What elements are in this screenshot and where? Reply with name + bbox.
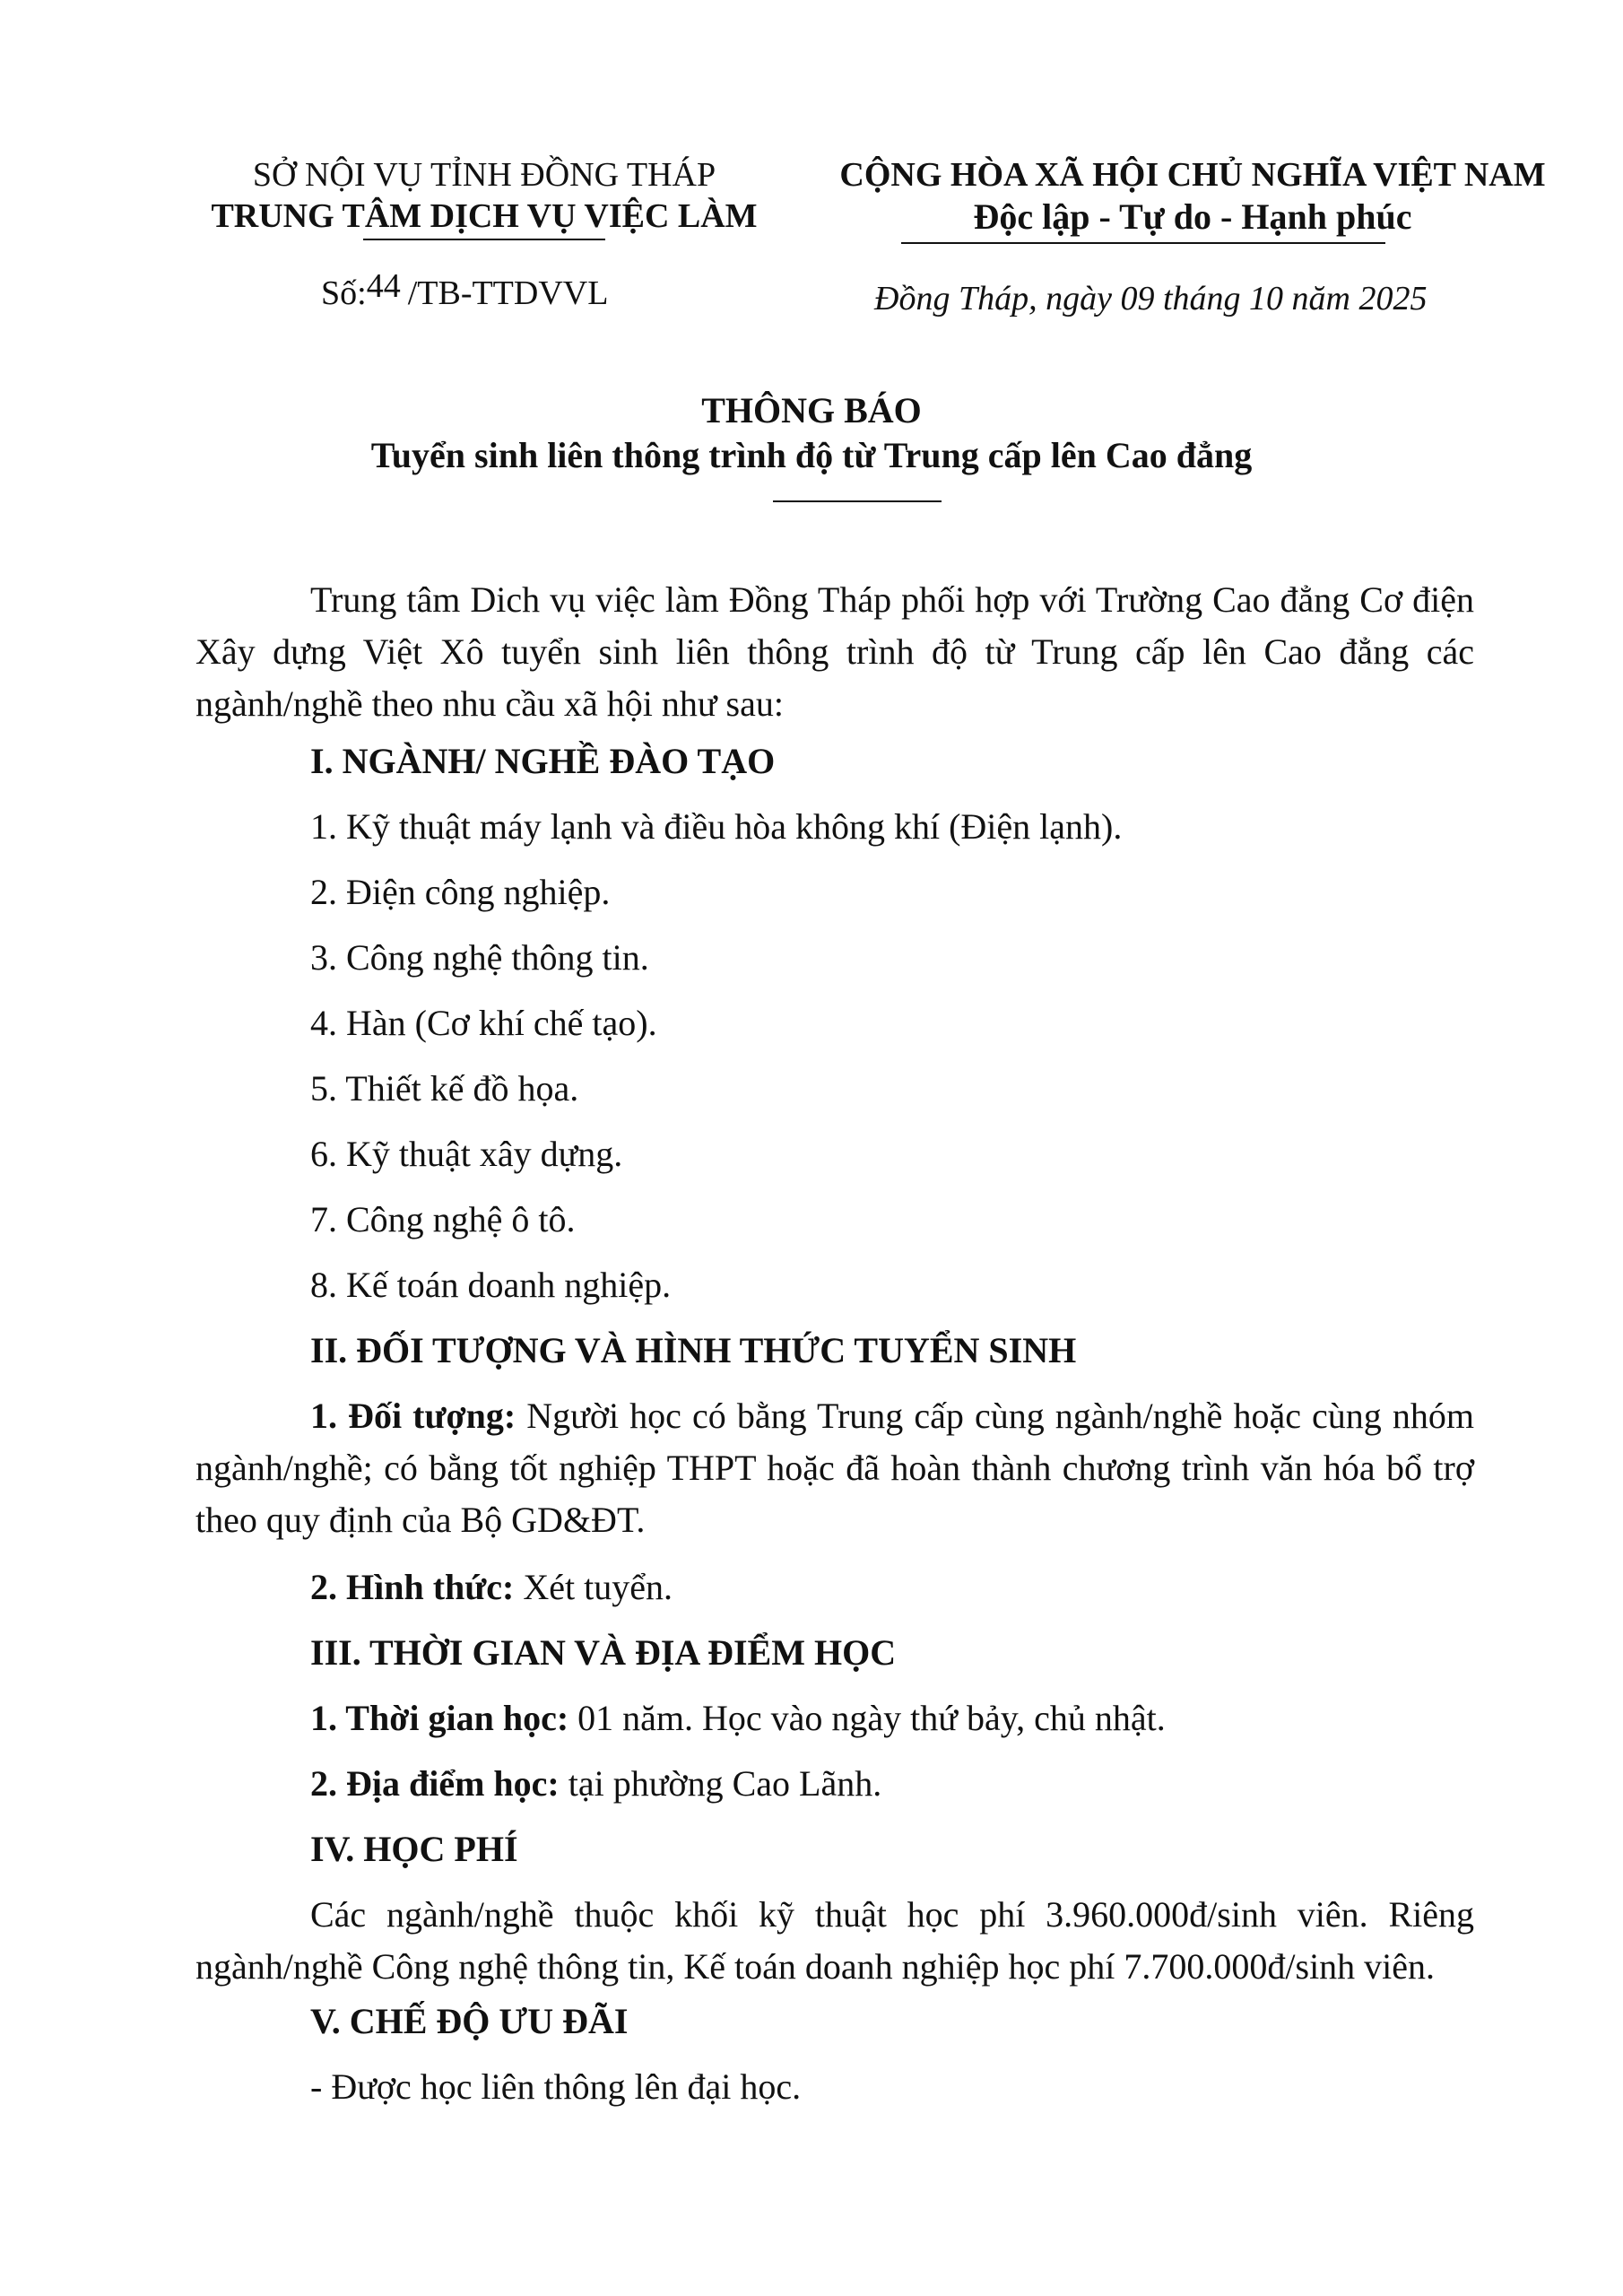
section-2-item-1 xyxy=(195,1390,1474,1546)
number-value: 44 xyxy=(366,267,401,305)
document-title: THÔNG BÁO xyxy=(701,390,922,430)
section-2-item-2 xyxy=(310,1561,673,1613)
section-5-heading: V. CHẾ ĐỘ ƯU ĐÃI xyxy=(310,2001,629,2041)
section-5-item-1: - Được học liên thông lên đại học. xyxy=(310,2066,802,2107)
list-item: 3. Công nghệ thông tin. xyxy=(310,937,649,978)
document-subtitle: Tuyển sinh liên thông trình độ từ Trung cấp lên Cao đẳng xyxy=(370,435,1253,475)
list-item: 8. Kế toán doanh nghiệp. xyxy=(310,1265,672,1305)
item-label: 1. Đối tượng: xyxy=(310,1396,516,1436)
item-label: 2. Địa điểm học: xyxy=(310,1763,560,1804)
section-3-item-2 xyxy=(310,1758,881,1810)
list-item: 4. Hàn (Cơ khí chế tạo). xyxy=(310,1003,657,1043)
document-number xyxy=(321,267,609,314)
intro-paragraph: Trung tâm Dich vụ việc làm Đồng Tháp phối hợp với Trường Cao đẳng Cơ điện Xây dựng Việt Xô tuyển sinh liên thông trình độ từ Trung cấp lên Cao đẳng các ngành/nghề theo nhu cầu xã hội như sau: xyxy=(195,579,1474,724)
item-text: tại phường Cao Lãnh. xyxy=(559,1763,882,1804)
document-date xyxy=(874,278,1427,319)
number-suffix: /TB-TTDVVL xyxy=(407,274,609,312)
section-4-heading: IV. HỌC PHÍ xyxy=(310,1829,518,1869)
list-item: 1. Kỹ thuật máy lạnh và điều hòa không khí (Điện lạnh). xyxy=(310,806,1123,847)
issuer-org: TRUNG TÂM DỊCH VỤ VIỆC LÀM xyxy=(211,197,758,235)
issuer-parent-org: SỞ NỘI VỤ TỈNH ĐỒNG THÁP xyxy=(252,156,716,194)
national-title: CỘNG HÒA XÃ HỘI CHỦ NGHĨA VIỆT NAM xyxy=(839,156,1546,194)
number-prefix: Số: xyxy=(321,274,367,312)
list-item: 2. Điện công nghiệp. xyxy=(310,872,611,912)
section-3-heading: III. THỜI GIAN VÀ ĐỊA ĐIỂM HỌC xyxy=(310,1632,897,1673)
list-item: 5. Thiết kế đồ họa. xyxy=(310,1068,579,1109)
section-1-heading: I. NGÀNH/ NGHỀ ĐÀO TẠO xyxy=(310,741,776,781)
date-prefix: Đồng Tháp, ngày xyxy=(874,280,1112,317)
list-item: 7. Công nghệ ô tô. xyxy=(310,1199,576,1239)
item-label: 1. Thời gian học: xyxy=(310,1698,569,1738)
section-3-item-1 xyxy=(310,1692,1166,1744)
title-underline xyxy=(773,500,942,502)
list-item: 6. Kỹ thuật xây dựng. xyxy=(310,1134,623,1174)
item-label: 2. Hình thức: xyxy=(310,1567,515,1607)
section-2-heading: II. ĐỐI TƯỢNG VÀ HÌNH THỨC TUYỂN SINH xyxy=(310,1330,1077,1370)
item-text: Xét tuyển. xyxy=(514,1567,673,1607)
motto-underline xyxy=(901,242,1385,244)
national-motto: Độc lập - Tự do - Hạnh phúc xyxy=(973,196,1412,237)
date-value: 09 tháng 10 năm 2025 xyxy=(1120,280,1428,317)
issuer-underline xyxy=(363,239,605,240)
section-4-text: Các ngành/nghề thuộc khối kỹ thuật học phí 3.960.000đ/sinh viên. Riêng ngành/nghề Công nghệ thông tin, Kế toán doanh nghiệp học phí 7.700.000đ/sinh viên. xyxy=(195,1894,1474,1987)
item-text: Người học có bằng Trung cấp cùng ngành/nghề hoặc cùng nhóm ngành/nghề; có bằng tốt nghiệp THPT hoặc đã hoàn thành chương trình văn hóa bổ trợ theo quy định của Bộ GD&ĐT. xyxy=(195,1396,1474,1540)
item-text: 01 năm. Học vào ngày thứ bảy, chủ nhật. xyxy=(568,1698,1166,1738)
